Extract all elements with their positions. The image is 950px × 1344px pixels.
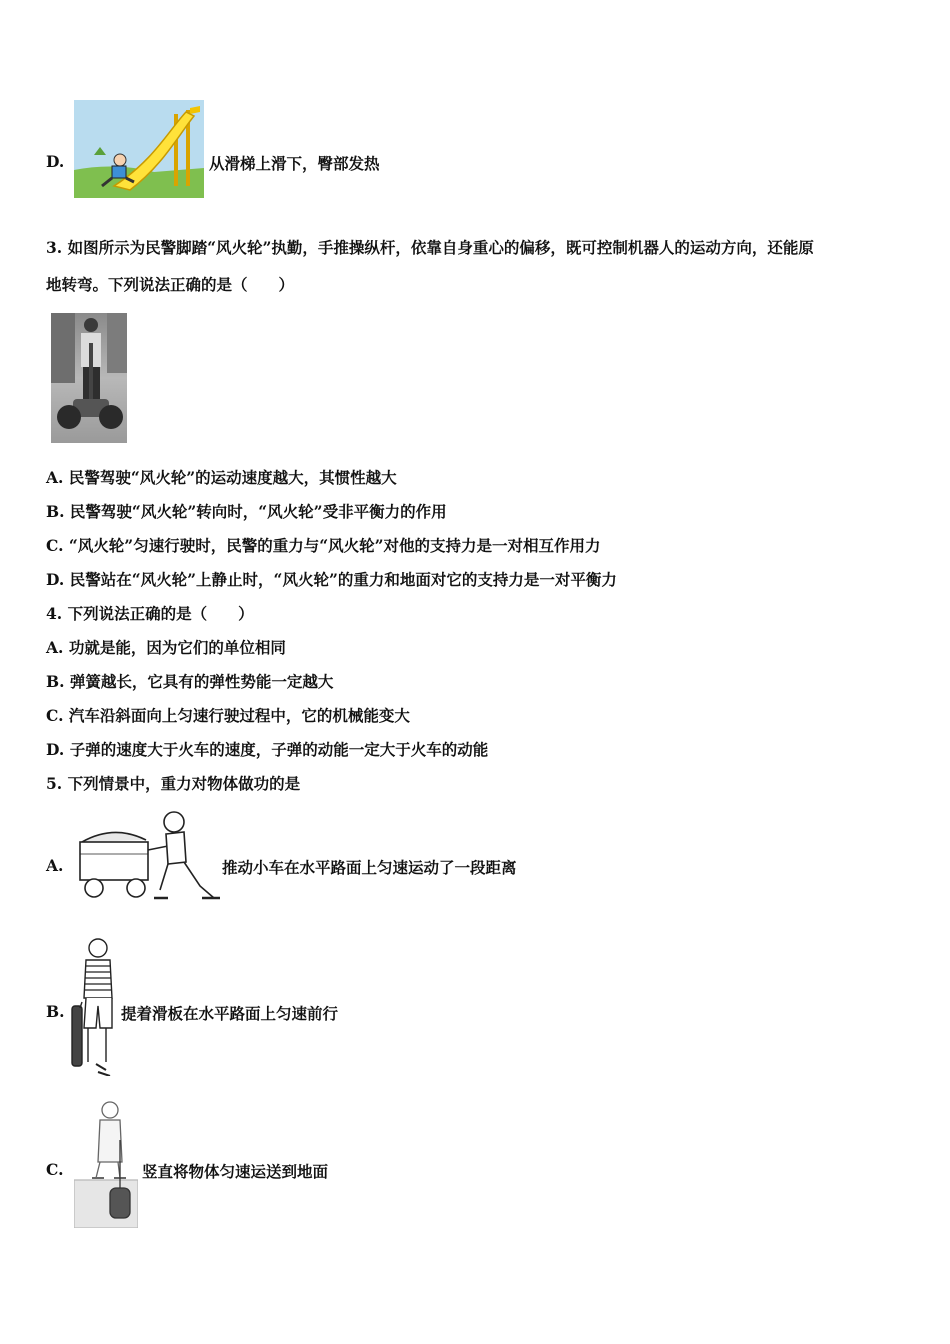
cart-push-image	[74, 802, 222, 902]
boy-skateboard-image	[70, 936, 120, 1076]
q2-option-d-text: 从滑梯上滑下，臀部发热	[209, 154, 380, 173]
q4-option-d: D. 子弹的速度大于火车的速度，子弹的动能一定大于火车的动能	[46, 740, 489, 759]
q3-stem-line2: 地转弯。下列说法正确的是（ ）	[46, 275, 295, 294]
q5-option-a-label: A.	[46, 856, 64, 875]
q3-option-b: B. 民警驾驶“风火轮”转向时，“风火轮”受非平衡力的作用	[46, 502, 447, 521]
q5-number: 5.	[46, 774, 63, 793]
q2-option-d-label: D.	[46, 152, 65, 171]
q3-stem-text: 如图所示为民警脚踏“风火轮”执勤，手推操纵杆，依靠自身重心的偏移，既可控制机器人的运动方向，还能原	[67, 238, 814, 257]
q5-option-c-label: C.	[46, 1160, 64, 1179]
q4-option-c: C. 汽车沿斜面向上匀速行驶过程中，它的机械能变大	[46, 706, 410, 725]
q3-option-c: C. “风火轮”匀速行驶时，民警的重力与“风火轮”对他的支持力是一对相互作用力	[46, 536, 601, 555]
q4-option-a: A. 功就是能，因为它们的单位相同	[46, 638, 286, 657]
q5-option-a-text: 推动小车在水平路面上匀速运动了一段距离	[222, 858, 517, 877]
police-segway-photo	[51, 313, 127, 443]
q3-number: 3.	[46, 238, 63, 257]
q5-option-b-label: B.	[46, 1002, 65, 1021]
q3-stem-line1	[46, 236, 814, 258]
q4-number: 4.	[46, 604, 63, 623]
q3-option-a: A. 民警驾驶“风火轮”的运动速度越大，其惯性越大	[46, 468, 397, 487]
q5-option-b-text: 提着滑板在水平路面上匀速前行	[121, 1004, 339, 1023]
q4-option-b: B. 弹簧越长，它具有的弹性势能一定越大	[46, 672, 334, 691]
q5-stem: 5. 下列情景中，重力对物体做功的是	[46, 774, 301, 793]
q5-option-c-text: 竖直将物体匀速运送到地面	[142, 1162, 329, 1181]
man-lowering-object-image	[74, 1100, 138, 1228]
q3-option-d: D. 民警站在“风火轮”上静止时，“风火轮”的重力和地面对它的支持力是一对平衡力	[46, 570, 617, 589]
q4-stem: 4. 下列说法正确的是（ ）	[46, 604, 254, 623]
slide-image	[74, 100, 204, 198]
